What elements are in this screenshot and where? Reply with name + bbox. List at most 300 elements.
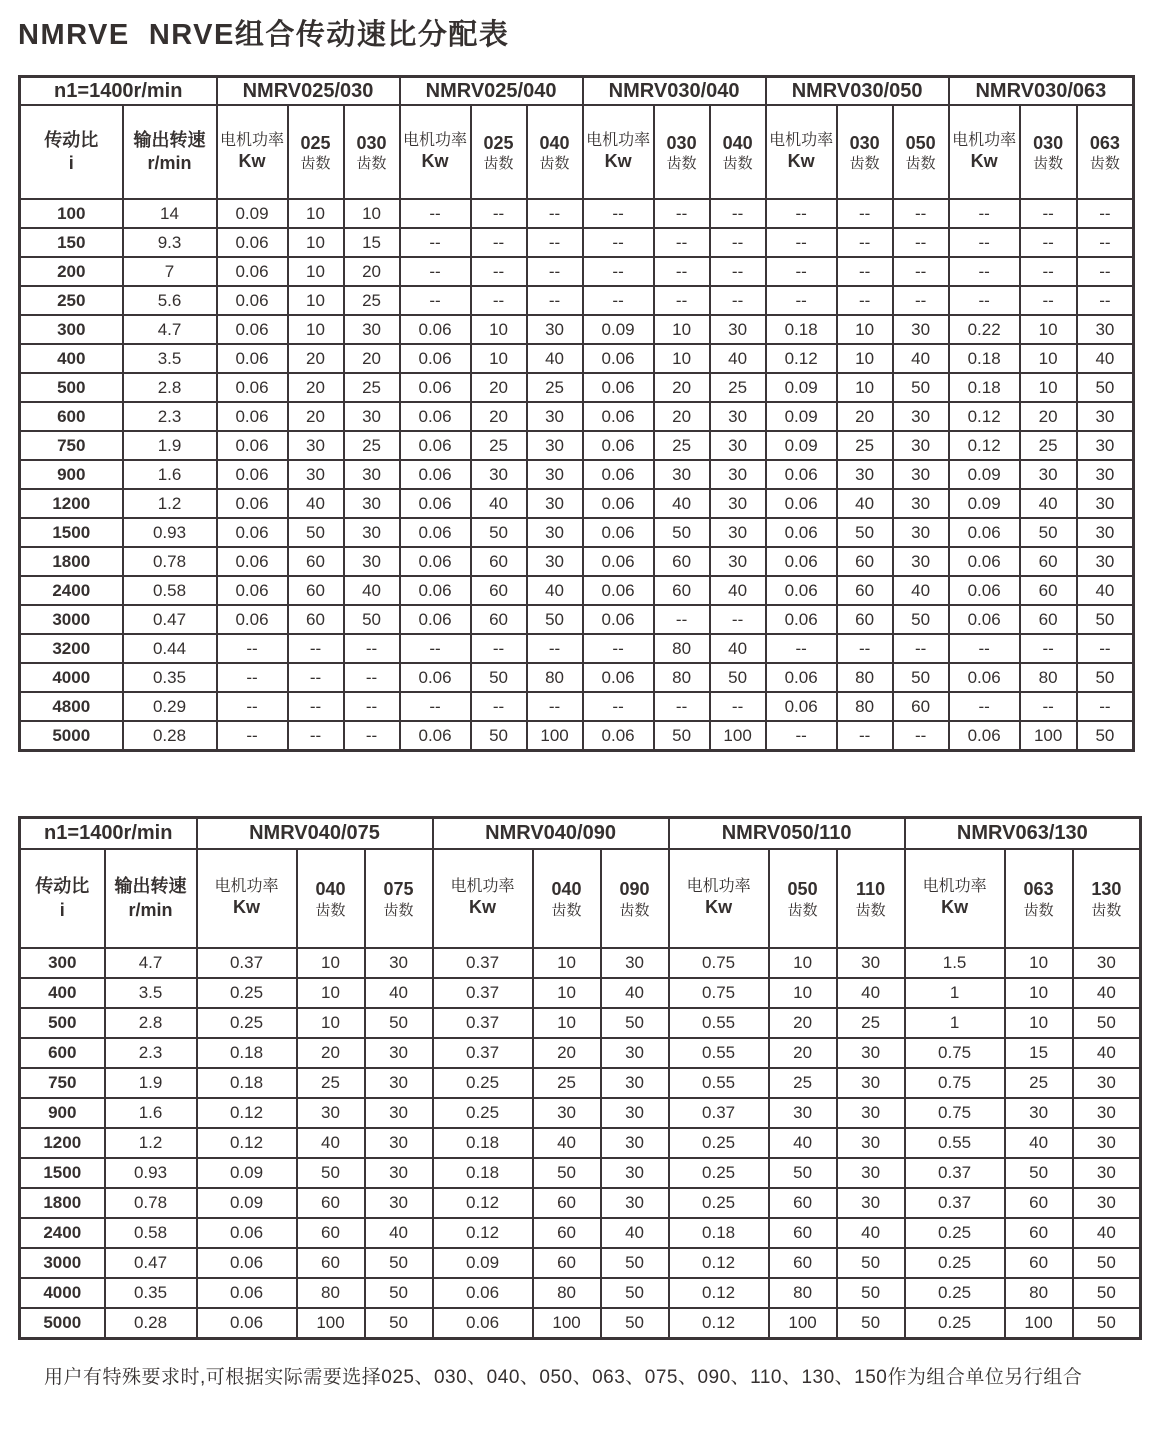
cell-value: 1 <box>905 1008 1005 1038</box>
ratio-value: 5000 <box>20 721 123 751</box>
motor-power-column-header: 电机功率 Kw <box>766 105 837 199</box>
cell-value: 50 <box>344 605 400 634</box>
cell-value: 60 <box>837 576 893 605</box>
cell-value: -- <box>1077 199 1134 228</box>
cell-value: -- <box>837 199 893 228</box>
cell-value: 0.22 <box>949 315 1020 344</box>
cell-value: -- <box>766 721 837 751</box>
ratio-value: 3200 <box>20 634 123 663</box>
cell-value: 30 <box>837 1068 905 1098</box>
cell-value: 1.5 <box>905 948 1005 978</box>
ratio-value: 4000 <box>20 663 123 692</box>
model-group-header: NMRV030/050 <box>766 77 949 106</box>
cell-value: 50 <box>365 1308 433 1339</box>
cell-value: 50 <box>527 605 583 634</box>
model-group-header: NMRV050/110 <box>669 818 905 850</box>
cell-value: -- <box>471 257 527 286</box>
cell-value: 60 <box>769 1188 837 1218</box>
table-row <box>20 948 1141 978</box>
cell-value: 0.18 <box>197 1068 297 1098</box>
cell-value: 30 <box>1020 460 1077 489</box>
cell-value: 10 <box>1005 948 1073 978</box>
cell-value: 50 <box>1073 1248 1141 1278</box>
cell-value: 30 <box>527 518 583 547</box>
cell-value: 25 <box>769 1068 837 1098</box>
cell-value: 50 <box>297 1158 365 1188</box>
cell-value: -- <box>710 257 766 286</box>
cell-value: 0.75 <box>905 1038 1005 1068</box>
ratio-value: 300 <box>20 948 105 978</box>
cell-value: -- <box>837 286 893 315</box>
cell-value: 0.06 <box>583 489 654 518</box>
cell-value: 60 <box>288 576 344 605</box>
cell-value: 30 <box>837 1188 905 1218</box>
ratio-value: 1500 <box>20 1158 105 1188</box>
cell-value: 100 <box>1020 721 1077 751</box>
cell-value: 30 <box>710 518 766 547</box>
cell-value: 4.7 <box>105 948 197 978</box>
cell-value: 80 <box>837 692 893 721</box>
cell-value: 50 <box>1073 1308 1141 1339</box>
table-row <box>20 634 1134 663</box>
cell-value: 40 <box>710 634 766 663</box>
cell-value: 50 <box>1005 1158 1073 1188</box>
cell-value: 30 <box>1077 547 1134 576</box>
cell-value: 10 <box>1005 978 1073 1008</box>
cell-value: 0.06 <box>400 402 471 431</box>
cell-value: 30 <box>1073 1098 1141 1128</box>
cell-value: 2.3 <box>105 1038 197 1068</box>
cell-value: 25 <box>344 286 400 315</box>
cell-value: 30 <box>527 402 583 431</box>
cell-value: 30 <box>893 431 949 460</box>
cell-value: 0.09 <box>197 1158 297 1188</box>
cell-value: 50 <box>471 721 527 751</box>
cell-value: 0.58 <box>105 1218 197 1248</box>
cell-value: 15 <box>1005 1038 1073 1068</box>
cell-value: 50 <box>1020 518 1077 547</box>
cell-value: 0.06 <box>217 576 288 605</box>
cell-value: 0.06 <box>217 228 288 257</box>
cell-value: 0.06 <box>766 518 837 547</box>
cell-value: 40 <box>654 489 710 518</box>
cell-value: 30 <box>344 547 400 576</box>
cell-value: 0.93 <box>123 518 217 547</box>
cell-value: 30 <box>1077 518 1134 547</box>
cell-value: 30 <box>601 1158 669 1188</box>
cell-value: 0.37 <box>433 948 533 978</box>
cell-value: 30 <box>527 315 583 344</box>
cell-value: 2.8 <box>123 373 217 402</box>
cell-value: 0.06 <box>400 605 471 634</box>
teeth-column-header: 050 齿数 <box>893 105 949 199</box>
cell-value: 30 <box>527 431 583 460</box>
ratio-value: 750 <box>20 1068 105 1098</box>
cell-value: 0.06 <box>583 547 654 576</box>
cell-value: 30 <box>365 1188 433 1218</box>
cell-value: 0.47 <box>123 605 217 634</box>
cell-value: 0.06 <box>400 518 471 547</box>
cell-value: 30 <box>1077 402 1134 431</box>
cell-value: 20 <box>288 344 344 373</box>
cell-value: -- <box>1020 199 1077 228</box>
motor-power-column-header: 电机功率 Kw <box>197 849 297 948</box>
cell-value: 0.47 <box>105 1248 197 1278</box>
cell-value: 50 <box>893 605 949 634</box>
cell-value: 30 <box>769 1098 837 1128</box>
cell-value: 60 <box>654 576 710 605</box>
cell-value: 10 <box>769 978 837 1008</box>
cell-value: 50 <box>533 1158 601 1188</box>
cell-value: 60 <box>1005 1248 1073 1278</box>
cell-value: -- <box>1020 286 1077 315</box>
cell-value: -- <box>471 286 527 315</box>
cell-value: 80 <box>837 663 893 692</box>
cell-value: 50 <box>601 1308 669 1339</box>
cell-value: -- <box>527 228 583 257</box>
cell-value: 1.9 <box>105 1068 197 1098</box>
cell-value: -- <box>893 634 949 663</box>
cell-value: 0.78 <box>123 547 217 576</box>
cell-value: 10 <box>654 344 710 373</box>
cell-value: 10 <box>1005 1008 1073 1038</box>
cell-value: 30 <box>710 460 766 489</box>
cell-value: 0.37 <box>433 1008 533 1038</box>
cell-value: -- <box>344 663 400 692</box>
cell-value: 30 <box>837 948 905 978</box>
cell-value: 50 <box>654 721 710 751</box>
column-header-row <box>20 849 1141 948</box>
teeth-column-header: 063 齿数 <box>1077 105 1134 199</box>
cell-value: 0.18 <box>766 315 837 344</box>
ratio-value: 750 <box>20 431 123 460</box>
table-row <box>20 721 1134 751</box>
ratio-value: 1800 <box>20 547 123 576</box>
table-row <box>20 1308 1141 1339</box>
cell-value: 14 <box>123 199 217 228</box>
cell-value: 40 <box>344 576 400 605</box>
cell-value: 40 <box>533 1128 601 1158</box>
table-row <box>20 228 1134 257</box>
cell-value: 0.06 <box>766 489 837 518</box>
cell-value: 10 <box>533 948 601 978</box>
cell-value: 0.06 <box>217 286 288 315</box>
speed-ratio-table-2 <box>18 816 1142 1340</box>
cell-value: 20 <box>471 373 527 402</box>
cell-value: 30 <box>288 431 344 460</box>
cell-value: 30 <box>527 460 583 489</box>
cell-value: 40 <box>601 1218 669 1248</box>
cell-value: 10 <box>288 257 344 286</box>
ratio-value: 300 <box>20 315 123 344</box>
cell-value: 0.44 <box>123 634 217 663</box>
cell-value: 40 <box>1073 978 1141 1008</box>
cell-value: 40 <box>601 978 669 1008</box>
cell-value: 30 <box>654 460 710 489</box>
cell-value: -- <box>949 228 1020 257</box>
cell-value: 30 <box>893 489 949 518</box>
ratio-value: 900 <box>20 460 123 489</box>
cell-value: 80 <box>769 1278 837 1308</box>
cell-value: 30 <box>837 1128 905 1158</box>
cell-value: 0.06 <box>217 605 288 634</box>
cell-value: 25 <box>837 1008 905 1038</box>
cell-value: 30 <box>288 460 344 489</box>
cell-value: 40 <box>710 576 766 605</box>
motor-power-column-header: 电机功率 Kw <box>949 105 1020 199</box>
cell-value: 0.28 <box>123 721 217 751</box>
table-row <box>20 1188 1141 1218</box>
cell-value: 100 <box>710 721 766 751</box>
table-row <box>20 286 1134 315</box>
cell-value: 50 <box>1077 373 1134 402</box>
cell-value: 0.12 <box>949 402 1020 431</box>
cell-value: 40 <box>1073 1218 1141 1248</box>
table-row <box>20 518 1134 547</box>
table-row <box>20 199 1134 228</box>
cell-value: 30 <box>601 1068 669 1098</box>
cell-value: 50 <box>837 518 893 547</box>
cell-value: -- <box>710 286 766 315</box>
cell-value: -- <box>583 692 654 721</box>
table-row <box>20 978 1141 1008</box>
cell-value: -- <box>471 228 527 257</box>
cell-value: 30 <box>710 547 766 576</box>
cell-value: 20 <box>533 1038 601 1068</box>
cell-value: 60 <box>297 1218 365 1248</box>
model-group-header: NMRV040/090 <box>433 818 669 850</box>
cell-value: 30 <box>1073 1188 1141 1218</box>
cell-value: 50 <box>769 1158 837 1188</box>
cell-value: 50 <box>365 1278 433 1308</box>
cell-value: 0.06 <box>583 373 654 402</box>
cell-value: 40 <box>1077 344 1134 373</box>
cell-value: 30 <box>365 1128 433 1158</box>
cell-value: 0.09 <box>766 431 837 460</box>
cell-value: 80 <box>1020 663 1077 692</box>
cell-value: 30 <box>344 402 400 431</box>
cell-value: 60 <box>837 547 893 576</box>
cell-value: 80 <box>654 663 710 692</box>
cell-value: 0.09 <box>217 199 288 228</box>
cell-value: 50 <box>837 1278 905 1308</box>
cell-value: 0.06 <box>197 1248 297 1278</box>
cell-value: 30 <box>1077 460 1134 489</box>
ratio-value: 5000 <box>20 1308 105 1339</box>
cell-value: 10 <box>297 1008 365 1038</box>
cell-value: 20 <box>1020 402 1077 431</box>
cell-value: 40 <box>527 344 583 373</box>
cell-value: 0.06 <box>217 518 288 547</box>
teeth-column-header: 050 齿数 <box>769 849 837 948</box>
cell-value: 0.55 <box>905 1128 1005 1158</box>
cell-value: 40 <box>471 489 527 518</box>
model-group-header: NMRV025/040 <box>400 77 583 106</box>
cell-value: 0.06 <box>217 315 288 344</box>
cell-value: 0.55 <box>669 1068 769 1098</box>
cell-value: -- <box>471 692 527 721</box>
ratio-value: 600 <box>20 1038 105 1068</box>
teeth-column-header: 075 齿数 <box>365 849 433 948</box>
cell-value: 0.06 <box>583 605 654 634</box>
cell-value: 40 <box>527 576 583 605</box>
cell-value: 0.25 <box>197 1008 297 1038</box>
cell-value: -- <box>400 199 471 228</box>
cell-value: 60 <box>471 547 527 576</box>
cell-value: 10 <box>297 948 365 978</box>
cell-value: 25 <box>527 373 583 402</box>
cell-value: 80 <box>297 1278 365 1308</box>
cell-value: 20 <box>654 373 710 402</box>
cell-value: -- <box>1020 634 1077 663</box>
cell-value: -- <box>893 721 949 751</box>
cell-value: 0.06 <box>583 431 654 460</box>
cell-value: 30 <box>365 1038 433 1068</box>
cell-value: 50 <box>1073 1008 1141 1038</box>
group-header-row <box>20 77 1134 106</box>
cell-value: 0.06 <box>583 721 654 751</box>
cell-value: 30 <box>893 402 949 431</box>
cell-value: 3.5 <box>105 978 197 1008</box>
cell-value: 30 <box>1073 948 1141 978</box>
cell-value: 40 <box>893 344 949 373</box>
cell-value: 40 <box>365 1218 433 1248</box>
cell-value: 20 <box>471 402 527 431</box>
ratio-value: 3000 <box>20 605 123 634</box>
cell-value: 0.06 <box>400 344 471 373</box>
cell-value: 25 <box>344 431 400 460</box>
teeth-column-header: 063 齿数 <box>1005 849 1073 948</box>
cell-value: 30 <box>837 1158 905 1188</box>
ratio-value: 500 <box>20 373 123 402</box>
cell-value: 20 <box>769 1008 837 1038</box>
cell-value: 0.75 <box>669 948 769 978</box>
motor-power-column-header: 电机功率 Kw <box>400 105 471 199</box>
cell-value: 0.25 <box>669 1158 769 1188</box>
cell-value: 50 <box>1077 721 1134 751</box>
cell-value: -- <box>893 286 949 315</box>
cell-value: 25 <box>1020 431 1077 460</box>
cell-value: 40 <box>1077 576 1134 605</box>
cell-value: 40 <box>710 344 766 373</box>
ratio-value: 150 <box>20 228 123 257</box>
cell-value: 30 <box>1077 315 1134 344</box>
cell-value: 0.12 <box>197 1128 297 1158</box>
cell-value: 15 <box>344 228 400 257</box>
cell-value: 10 <box>837 344 893 373</box>
table-row <box>20 547 1134 576</box>
table-row <box>20 1218 1141 1248</box>
cell-value: -- <box>583 634 654 663</box>
cell-value: 10 <box>288 228 344 257</box>
cell-value: -- <box>1077 286 1134 315</box>
cell-value: 0.06 <box>583 576 654 605</box>
cell-value: 30 <box>710 315 766 344</box>
cell-value: 30 <box>893 518 949 547</box>
cell-value: 0.09 <box>197 1188 297 1218</box>
cell-value: 40 <box>365 978 433 1008</box>
cell-value: 60 <box>1020 576 1077 605</box>
cell-value: 0.06 <box>217 431 288 460</box>
speed-ratio-table-1 <box>18 75 1135 752</box>
speed-condition-header: n1=1400r/min <box>20 77 217 106</box>
table-row <box>20 1068 1141 1098</box>
cell-value: 0.06 <box>433 1308 533 1339</box>
cell-value: 40 <box>288 489 344 518</box>
table-row <box>20 460 1134 489</box>
cell-value: 80 <box>527 663 583 692</box>
ratio-value: 1500 <box>20 518 123 547</box>
footer-note: 用户有特殊要求时,可根据实际需要选择025、030、040、050、063、075、090、110、130、150作为组合单位另行组合 <box>44 1367 1083 1388</box>
table-row <box>20 1158 1141 1188</box>
cell-value: 25 <box>710 373 766 402</box>
cell-value: 100 <box>769 1308 837 1339</box>
cell-value: 2.8 <box>105 1008 197 1038</box>
cell-value: -- <box>583 199 654 228</box>
cell-value: 30 <box>893 460 949 489</box>
teeth-column-header: 040 齿数 <box>710 105 766 199</box>
cell-value: 30 <box>893 315 949 344</box>
cell-value: 25 <box>837 431 893 460</box>
cell-value: 10 <box>297 978 365 1008</box>
cell-value: 0.35 <box>105 1278 197 1308</box>
model-group-header: NMRV030/040 <box>583 77 766 106</box>
page-title: NMRVE NRVE组合传动速比分配表 <box>18 19 510 51</box>
cell-value: 0.06 <box>766 692 837 721</box>
cell-value: -- <box>710 692 766 721</box>
cell-value: 0.78 <box>105 1188 197 1218</box>
cell-value: 100 <box>1005 1308 1073 1339</box>
cell-value: -- <box>1020 228 1077 257</box>
cell-value: 0.25 <box>905 1278 1005 1308</box>
table-row <box>20 373 1134 402</box>
cell-value: -- <box>654 692 710 721</box>
cell-value: -- <box>949 692 1020 721</box>
cell-value: 10 <box>344 199 400 228</box>
cell-value: 60 <box>769 1218 837 1248</box>
cell-value: 60 <box>893 692 949 721</box>
cell-value: 10 <box>533 978 601 1008</box>
cell-value: 20 <box>654 402 710 431</box>
cell-value: -- <box>1077 257 1134 286</box>
table-row <box>20 344 1134 373</box>
teeth-column-header: 030 齿数 <box>1020 105 1077 199</box>
cell-value: 50 <box>654 518 710 547</box>
cell-value: 20 <box>837 402 893 431</box>
cell-value: -- <box>1020 692 1077 721</box>
ratio-value: 2400 <box>20 576 123 605</box>
cell-value: -- <box>400 692 471 721</box>
cell-value: 0.25 <box>669 1128 769 1158</box>
cell-value: 0.25 <box>905 1248 1005 1278</box>
cell-value: -- <box>766 257 837 286</box>
cell-value: -- <box>710 605 766 634</box>
cell-value: 1.9 <box>123 431 217 460</box>
model-group-header: NMRV063/130 <box>905 818 1141 850</box>
cell-value: 30 <box>365 1098 433 1128</box>
cell-value: 30 <box>1073 1158 1141 1188</box>
cell-value: -- <box>766 634 837 663</box>
cell-value: 0.18 <box>433 1158 533 1188</box>
cell-value: 0.55 <box>669 1038 769 1068</box>
table-row <box>20 1008 1141 1038</box>
cell-value: 0.37 <box>433 978 533 1008</box>
cell-value: 60 <box>533 1248 601 1278</box>
table-row <box>20 402 1134 431</box>
ratio-value: 250 <box>20 286 123 315</box>
ratio-value: 3000 <box>20 1248 105 1278</box>
cell-value: 10 <box>1020 344 1077 373</box>
